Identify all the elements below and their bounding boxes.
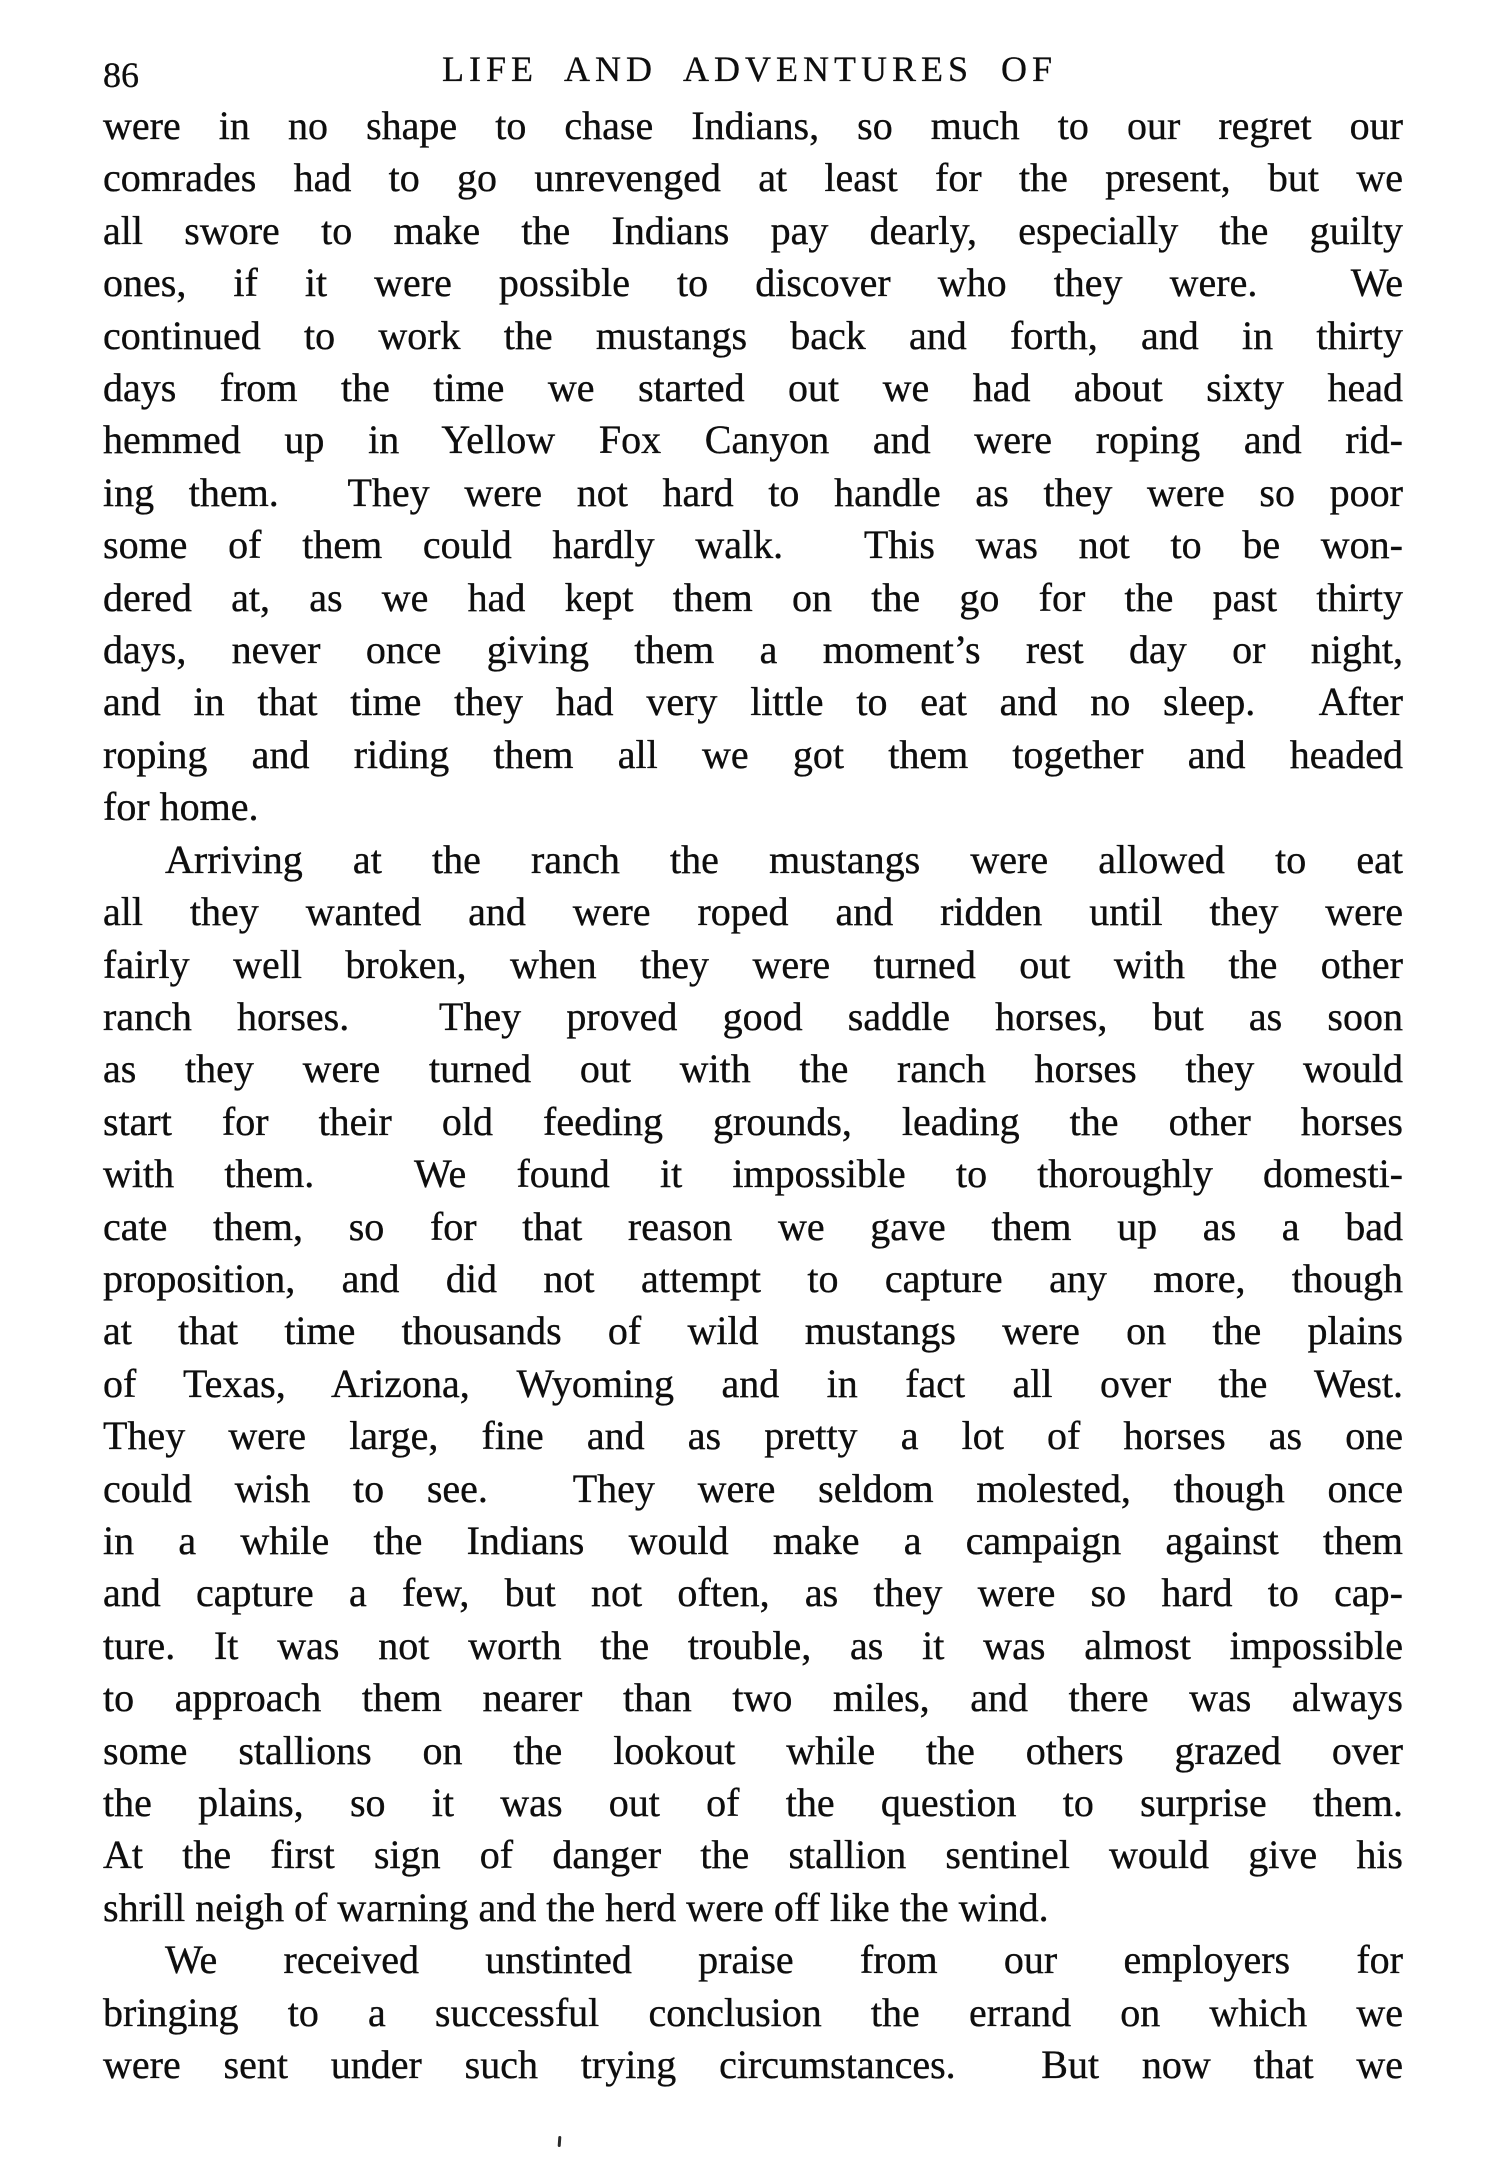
- text-line: of Texas, Arizona, Wyoming and in fact all over the West.: [103, 1360, 1403, 1406]
- text-line: roping and riding them all we got them together and headed: [103, 731, 1403, 777]
- running-title: LIFE AND ADVENTURES OF: [441, 49, 1058, 89]
- text-line: all swore to make the Indians pay dearly, especially the guilty: [103, 207, 1403, 253]
- text-line: ing them. They were not hard to handle as they were so poor: [103, 469, 1403, 515]
- text-line: and capture a few, but not often, as they were so hard to cap-: [103, 1570, 1403, 1616]
- text-line: proposition, and did not attempt to capture any more, though: [103, 1255, 1403, 1301]
- text-line: dered at, as we had kept them on the go for the past thirty: [103, 574, 1403, 620]
- text-line: for home.: [103, 784, 259, 830]
- text-line: were in no shape to chase Indians, so much to our regret our: [103, 103, 1403, 148]
- text-line: days, never once giving them a moment’s rest day or night,: [103, 627, 1403, 673]
- text-line: the plains, so it was out of the question to surprise them.: [103, 1780, 1403, 1825]
- text-line: comrades had to go unrevenged at least for the present, but we: [103, 155, 1403, 201]
- text-line: continued to work the mustangs back and forth, and in thirty: [103, 312, 1403, 358]
- text-line: and in that time they had very little to eat and no sleep. After: [103, 679, 1403, 725]
- text-line: start for their old feeding grounds, leading the other horses: [103, 1098, 1403, 1144]
- text-line: as they were turned out with the ranch horses they would: [103, 1046, 1403, 1092]
- text-line: with them. We found it impossible to thoroughly domesti-: [103, 1151, 1403, 1197]
- page-number: 86: [103, 55, 139, 95]
- text-line: ranch horses. They proved good saddle horses, but as soon: [103, 993, 1403, 1039]
- text-line: some stallions on the lookout while the others grazed over: [103, 1727, 1403, 1773]
- text-line: to approach them nearer than two miles, and there was always: [103, 1675, 1403, 1721]
- text-line: in a while the Indians would make a campaign against them: [103, 1517, 1403, 1563]
- text-line: shrill neigh of warning and the herd were off like the wind.: [103, 1884, 1049, 1930]
- text-line: at that time thousands of wild mustangs were on the plains: [103, 1308, 1403, 1354]
- text-line: cate them, so for that reason we gave them up as a bad: [103, 1203, 1403, 1249]
- page-body: [103, 100, 1403, 2091]
- page-header: [0, 48, 1499, 108]
- text-line: ones, if it were possible to discover who they were. We: [103, 260, 1403, 306]
- text-line: At the first sign of danger the stallion sentinel would give his: [103, 1832, 1403, 1878]
- text-line: some of them could hardly walk. This was not to be won-: [103, 522, 1403, 568]
- ink-speck: [558, 2136, 562, 2147]
- text-line: bringing to a successful conclusion the errand on which we: [103, 1989, 1403, 2035]
- text-line: ture. It was not worth the trouble, as it was almost impossible: [103, 1622, 1403, 1668]
- text-line: days from the time we started out we had about sixty head: [103, 365, 1403, 411]
- text-line: could wish to see. They were seldom molested, though once: [103, 1465, 1403, 1511]
- text-line: were sent under such trying circumstances. But now that we: [103, 2042, 1403, 2088]
- text-line: all they wanted and were roped and ridden until they were: [103, 889, 1403, 935]
- text-line: fairly well broken, when they were turned out with the other: [103, 941, 1403, 987]
- text-line: hemmed up in Yellow Fox Canyon and were roping and rid-: [103, 417, 1403, 463]
- text-line: Arriving at the ranch the mustangs were allowed to eat: [165, 836, 1403, 882]
- text-line: They were large, fine and as pretty a lot of horses as one: [103, 1413, 1403, 1459]
- text-line: We received unstinted praise from our employers for: [165, 1937, 1403, 1983]
